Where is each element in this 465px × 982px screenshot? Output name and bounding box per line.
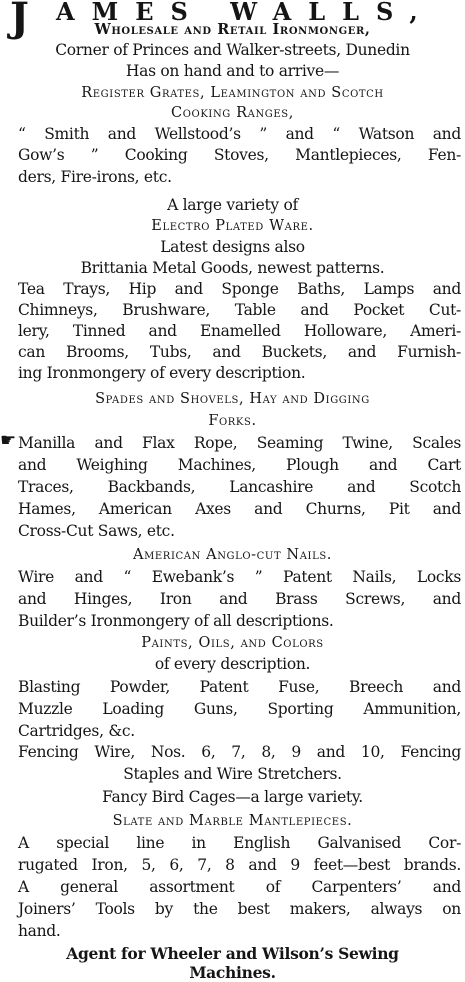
ad-line: Cartridges, &c. — [18, 722, 135, 740]
stock-intro: Has on hand and to arrive— — [125, 62, 340, 80]
ad-line: American Anglo-cut Nails. — [133, 547, 332, 563]
ad-line: Electro Plated Ware. — [151, 218, 314, 234]
ad-line: Chimneys, Brushware, Table and Pocket Cut- — [18, 301, 461, 319]
ad-line: Manilla and Flax Rope, Seaming Twine, Scales — [18, 434, 461, 452]
ad-line: Blasting Powder, Patent Fuse, Breech and — [18, 678, 461, 696]
business-description: Wholesale and Retail Ironmonger, — [94, 21, 371, 38]
ad-line: Builder’s Ironmongery of all descriptions. — [18, 612, 334, 630]
ad-line: can Brooms, Tubs, and Buckets, and Furnish- — [18, 343, 461, 361]
ad-line: rugated Iron, 5, 6, 7, 8 and 9 feet—best brands. — [18, 856, 461, 874]
ad-line: Traces, Backbands, Lancashire and Scotch — [18, 478, 461, 496]
ad-line: Hames, American Axes and Churns, Pit and — [18, 500, 461, 518]
ad-line: A special line in English Galvanised Cor- — [18, 834, 461, 852]
ad-line: Tea Trays, Hip and Sponge Baths, Lamps and — [18, 280, 461, 298]
ad-line: A large variety of — [167, 196, 298, 214]
drop-cap-initial: J — [10, 0, 29, 41]
ad-line: hand. — [18, 922, 61, 940]
ad-line: Fancy Bird Cages—a large variety. — [102, 788, 363, 806]
ad-line: Spades and Shovels, Hay and Digging — [95, 391, 370, 407]
ad-line: “ Smith and Wellstood’s ” and “ Watson and — [18, 125, 461, 143]
ad-line: Paints, Oils, and Colors — [141, 635, 324, 651]
ad-line: Cross-Cut Saws, etc. — [18, 522, 175, 540]
ad-line: Gow’s ” Cooking Stoves, Mantlepieces, Fen- — [18, 146, 461, 164]
ad-line: of every description. — [154, 655, 311, 673]
ad-line: Staples and Wire Stretchers. — [123, 765, 342, 783]
pointing-hand-icon: ☛ — [0, 430, 17, 451]
ad-line: Joiners’ Tools by the best makers, always on — [18, 900, 461, 918]
ad-line: Latest designs also — [160, 238, 305, 256]
ad-line: lery, Tinned and Enamelled Holloware, Ameri- — [18, 322, 461, 340]
ad-line: Agent for Wheeler and Wilson’s Sewing — [66, 944, 399, 963]
ad-line: Cooking Ranges, — [171, 105, 294, 121]
ad-line: ders, Fire-irons, etc. — [18, 168, 172, 186]
ad-line: Fencing Wire, Nos. 6, 7, 8, 9 and 10, Fencing — [18, 743, 461, 761]
ad-line: and Hinges, Iron and Brass Screws, and — [18, 590, 461, 608]
ad-line: Register Grates, Leamington and Scotch — [81, 85, 384, 101]
ad-line: Brittania Metal Goods, newest patterns. — [80, 259, 385, 277]
ad-line: Forks. — [208, 413, 257, 429]
advertiser-name-rest: AMES WALLS, — [56, 0, 435, 26]
ad-line: Wire and “ Ewebank’s ” Patent Nails, Locks — [18, 568, 461, 586]
business-address: Corner of Princes and Walker-streets, Dunedin — [55, 41, 410, 59]
ad-line: ing Ironmongery of every description. — [18, 364, 306, 382]
ad-line: A general assortment of Carpenters’ and — [18, 878, 461, 896]
ad-line: Muzzle Loading Guns, Sporting Ammunition, — [18, 700, 461, 718]
ad-line: Machines. — [189, 963, 276, 982]
ad-line: and Weighing Machines, Plough and Cart — [18, 456, 461, 474]
ad-line: Slate and Marble Mantlepieces. — [112, 813, 353, 829]
